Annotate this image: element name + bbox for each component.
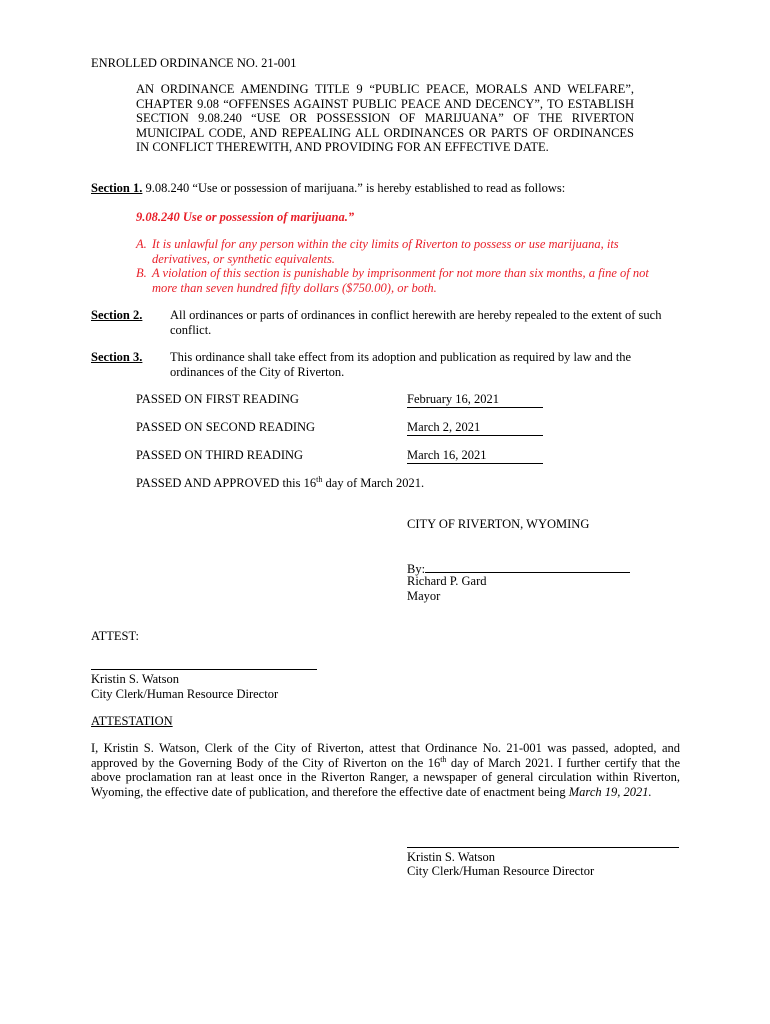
approved-suffix: day of March 2021. — [322, 476, 425, 490]
ordinance-heading: ENROLLED ORDINANCE NO. 21-001 — [91, 56, 297, 70]
final-clerk-title: City Clerk/Human Resource Director — [407, 864, 595, 878]
reading-second-label: PASSED ON SECOND READING — [136, 420, 316, 434]
amendment-item-text: A violation of this section is punishable by imprisonment for not more than six months, a fine of not more than seven hundred fifty dollars ($750.00), or both. — [152, 266, 649, 295]
attestation-text-1: I, Kristin S. Watson, Clerk of the City of Riverton, attest that Ordinance No. 21-001 was passed, adopted, and approved by the Governing Body of the City of Riverton on the 16 — [91, 741, 680, 770]
attest-clerk-title: City Clerk/Human Resource Director — [91, 687, 279, 701]
amendment-item-b — [136, 266, 656, 295]
amendment-item-marker: A. — [136, 237, 147, 251]
section-3-label: Section 3. — [91, 350, 143, 364]
attest-signature-line — [91, 669, 317, 670]
approved-sup: th — [316, 474, 323, 484]
section-2-text: All ordinances or parts of ordinances in conflict herewith are hereby repealed to the extent of such conflict. — [170, 308, 662, 337]
passed-approved — [136, 476, 424, 491]
section-2-label: Section 2. — [91, 308, 143, 322]
attestation-sup: th — [440, 754, 447, 764]
approved-prefix: PASSED AND APPROVED this 16 — [136, 476, 317, 490]
reading-third-label: PASSED ON THIRD READING — [136, 448, 304, 462]
mayor-name: Richard P. Gard — [407, 574, 487, 588]
attestation-paragraph — [91, 741, 680, 799]
reading-second-date: March 2, 2021 — [407, 420, 543, 436]
section-3 — [91, 350, 681, 379]
enactment-date: March 19, 2021. — [568, 784, 652, 799]
attest-clerk-name: Kristin S. Watson — [91, 672, 180, 686]
amendment-item-text: It is unlawful for any person within the city limits of Riverton to possess or use marijuana, its derivatives, or synthetic equivalents. — [152, 237, 619, 266]
section-2 — [91, 308, 681, 337]
section-1 — [91, 181, 565, 196]
amendment-item-a — [136, 237, 656, 266]
reading-third-date: March 16, 2021 — [407, 448, 543, 464]
attest-label: ATTEST: — [91, 629, 139, 643]
section-1-label: Section 1. — [91, 181, 143, 195]
section-3-text: This ordinance shall take effect from its adoption and publication as required by law and the ordinances of the City of Riverton. — [170, 350, 632, 379]
reading-first-label: PASSED ON FIRST READING — [136, 392, 299, 406]
attestation-text-2: day of March 2021. I further certify that the above proclamation ran at least once in the Riverton Ranger, a newspaper of general circulation within Riverton, Wyoming, the effective date of publication, and therefore the effective date of enactment being — [91, 755, 680, 799]
amendment-list — [136, 237, 656, 295]
section-1-text: 9.08.240 “Use or possession of marijuana.” is hereby established to read as follows: — [142, 181, 566, 195]
amendment-item-marker: B. — [136, 266, 147, 280]
mayor-title: Mayor — [407, 589, 441, 603]
city-name: CITY OF RIVERTON, WYOMING — [407, 517, 590, 531]
reading-first-date: February 16, 2021 — [407, 392, 543, 408]
attestation-heading: ATTESTATION — [91, 714, 173, 728]
final-clerk-name: Kristin S. Watson — [407, 850, 496, 864]
ordinance-title: AN ORDINANCE AMENDING TITLE 9 “PUBLIC PEACE, MORALS AND WELFARE”, CHAPTER 9.08 “OFFENSES AGAINST PUBLIC PEACE AND DECENCY”, TO ESTABLISH SECTION 9.08.240 “USE OR POSSESSION OF MARIJUANA” OF THE RIVERTON MUNICIPAL CODE, AND REPEALING ALL ORDINANCES OR PARTS OF ORDINANCES IN CONFLICT THEREWITH, AND PROVIDING FOR AN EFFECTIVE DATE. — [136, 82, 634, 154]
signature-blank — [425, 560, 630, 573]
amendment-title: 9.08.240 Use or possession of marijuana.” — [136, 210, 355, 224]
final-signature-line — [407, 847, 679, 848]
by-label: By: — [407, 562, 426, 576]
